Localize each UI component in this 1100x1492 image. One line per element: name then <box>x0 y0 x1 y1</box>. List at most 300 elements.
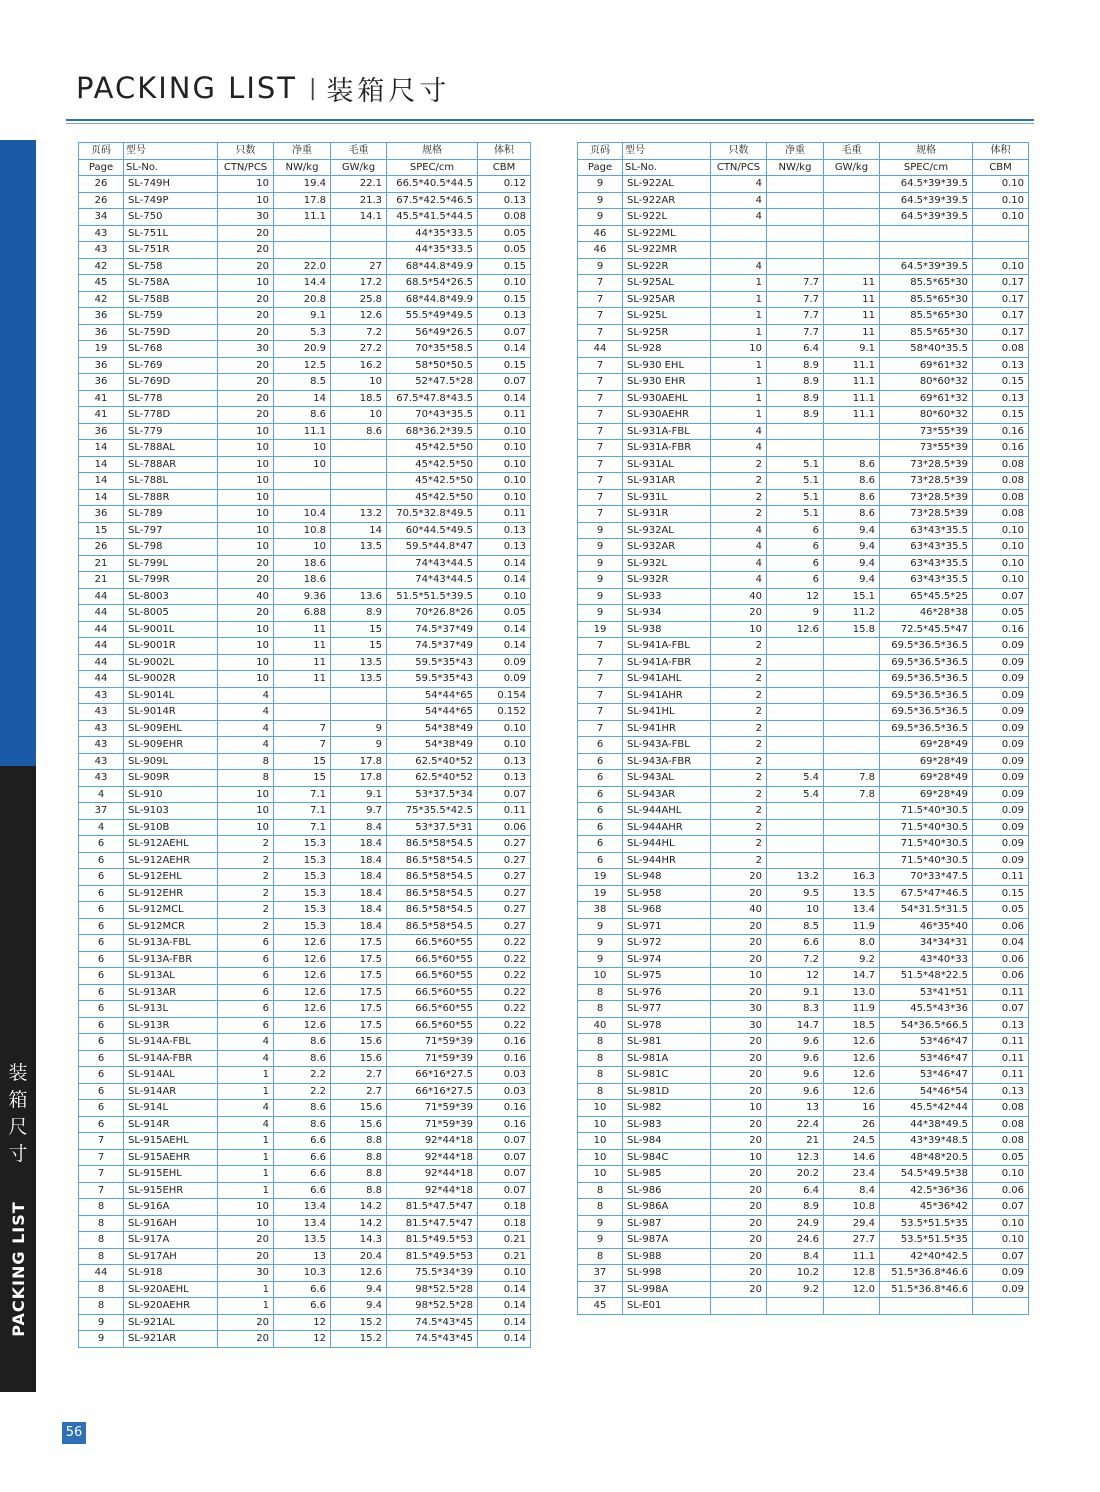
cbm-cell: 0.10 <box>973 572 1029 589</box>
model-cell: SL-931R <box>623 506 711 523</box>
model-cell: SL-910B <box>124 819 218 836</box>
page-number: 56 <box>62 1422 86 1444</box>
nw-cell: 15.3 <box>274 836 331 853</box>
page-cell: 8 <box>578 1199 623 1216</box>
spec-cell: 53.5*51.5*35 <box>880 1232 973 1249</box>
table-row <box>79 605 531 622</box>
ctn-cell: 4 <box>218 1116 274 1133</box>
cbm-cell: 0.13 <box>973 390 1029 407</box>
table-row <box>578 1034 1029 1051</box>
gw-cell <box>331 555 387 572</box>
gw-cell: 8.4 <box>331 819 387 836</box>
page-cell: 34 <box>79 209 124 226</box>
ctn-cell: 2 <box>711 638 767 655</box>
spec-cell: 44*35*33.5 <box>387 225 478 242</box>
ctn-cell: 2 <box>711 836 767 853</box>
cbm-cell: 0.09 <box>973 803 1029 820</box>
nw-cell: 5.4 <box>767 770 824 787</box>
ctn-cell: 30 <box>218 341 274 358</box>
model-cell: SL-972 <box>623 935 711 952</box>
page-cell: 43 <box>79 737 124 754</box>
table-row <box>79 902 531 919</box>
table-row <box>578 1067 1029 1084</box>
nw-cell <box>767 1298 824 1315</box>
page-cell: 10 <box>578 968 623 985</box>
ctn-cell: 4 <box>711 555 767 572</box>
model-cell: SL-916AH <box>124 1215 218 1232</box>
column-header: SL-No. <box>623 159 711 176</box>
gw-cell <box>824 654 880 671</box>
table-row <box>578 522 1029 539</box>
model-cell: SL-913L <box>124 1001 218 1018</box>
gw-cell <box>331 572 387 589</box>
page-cell: 8 <box>578 1001 623 1018</box>
ctn-cell: 2 <box>711 704 767 721</box>
page-cell: 6 <box>578 786 623 803</box>
model-cell: SL-915EHL <box>124 1166 218 1183</box>
cbm-cell: 0.14 <box>478 1298 531 1315</box>
gw-cell <box>824 852 880 869</box>
gw-cell: 12.6 <box>331 1265 387 1282</box>
page-cell: 6 <box>79 852 124 869</box>
gw-cell: 27.7 <box>824 1232 880 1249</box>
page-cell: 6 <box>79 836 124 853</box>
model-cell: SL-925R <box>623 324 711 341</box>
table-row <box>79 341 531 358</box>
nw-cell: 9.6 <box>767 1083 824 1100</box>
ctn-cell: 20 <box>711 1133 767 1150</box>
nw-cell: 17.8 <box>274 192 331 209</box>
cbm-cell <box>973 1298 1029 1315</box>
ctn-cell: 1 <box>218 1133 274 1150</box>
nw-cell: 11 <box>274 638 331 655</box>
gw-cell: 8.4 <box>824 1182 880 1199</box>
table-row <box>578 176 1029 193</box>
ctn-cell: 2 <box>218 836 274 853</box>
ctn-cell: 10 <box>711 1149 767 1166</box>
spec-cell: 53*37.5*31 <box>387 819 478 836</box>
column-header: CTN/PCS <box>711 159 767 176</box>
table-row <box>578 209 1029 226</box>
nw-cell: 8.6 <box>274 407 331 424</box>
gw-cell: 10.8 <box>824 1199 880 1216</box>
model-cell: SL-978 <box>623 1017 711 1034</box>
model-cell: SL-977 <box>623 1001 711 1018</box>
table-row <box>578 456 1029 473</box>
ctn-cell: 1 <box>711 374 767 391</box>
cbm-cell: 0.06 <box>973 1182 1029 1199</box>
table-row <box>79 786 531 803</box>
page-cell: 7 <box>79 1133 124 1150</box>
spec-cell: 54*46*54 <box>880 1083 973 1100</box>
page-cell: 9 <box>578 1232 623 1249</box>
model-cell: SL-931AR <box>623 473 711 490</box>
gw-cell: 2.7 <box>331 1067 387 1084</box>
table-row <box>79 720 531 737</box>
cbm-cell: 0.08 <box>973 473 1029 490</box>
nw-cell: 5.1 <box>767 506 824 523</box>
page-cell: 10 <box>578 1149 623 1166</box>
model-cell: SL-914AR <box>124 1083 218 1100</box>
table-row <box>79 1265 531 1282</box>
cbm-cell: 0.09 <box>973 836 1029 853</box>
spec-cell: 75*35.5*42.5 <box>387 803 478 820</box>
gw-cell: 29.4 <box>824 1215 880 1232</box>
gw-cell: 21.3 <box>331 192 387 209</box>
ctn-cell: 20 <box>218 572 274 589</box>
cbm-cell: 0.16 <box>478 1050 531 1067</box>
table-row <box>578 885 1029 902</box>
nw-cell: 13.4 <box>274 1215 331 1232</box>
column-header: GW/kg <box>824 159 880 176</box>
ctn-cell: 1 <box>711 357 767 374</box>
table-row <box>79 275 531 292</box>
model-cell: SL-758A <box>124 275 218 292</box>
page-cell: 6 <box>79 1017 124 1034</box>
nw-cell: 15.3 <box>274 852 331 869</box>
gw-cell: 11.9 <box>824 1001 880 1018</box>
ctn-cell: 4 <box>711 423 767 440</box>
cbm-cell: 0.06 <box>973 951 1029 968</box>
gw-cell: 18.4 <box>331 836 387 853</box>
gw-cell: 12.6 <box>824 1034 880 1051</box>
header-row-en <box>578 159 1029 176</box>
table-row <box>79 1083 531 1100</box>
table-row <box>578 1199 1029 1216</box>
model-cell: SL-934 <box>623 605 711 622</box>
table-row <box>79 638 531 655</box>
model-cell: SL-758B <box>124 291 218 308</box>
column-header: Page <box>79 159 124 176</box>
page-cell: 46 <box>578 242 623 259</box>
spec-cell: 45.5*43*36 <box>880 1001 973 1018</box>
ctn-cell: 20 <box>711 1050 767 1067</box>
gw-cell: 14.2 <box>331 1215 387 1232</box>
model-cell: SL-941A-FBL <box>623 638 711 655</box>
table-row <box>578 291 1029 308</box>
gw-cell: 9.4 <box>824 555 880 572</box>
gw-cell: 8.6 <box>824 489 880 506</box>
ctn-cell: 20 <box>711 605 767 622</box>
table-row <box>578 935 1029 952</box>
page-cell: 6 <box>578 753 623 770</box>
gw-cell: 13.5 <box>331 654 387 671</box>
table-row <box>79 1199 531 1216</box>
model-cell: SL-915AEHR <box>124 1149 218 1166</box>
page-cell: 10 <box>578 1133 623 1150</box>
column-header: 型号 <box>124 143 218 160</box>
cbm-cell: 0.16 <box>478 1034 531 1051</box>
ctn-cell: 10 <box>218 638 274 655</box>
nw-cell: 9.1 <box>767 984 824 1001</box>
model-cell: SL-914R <box>124 1116 218 1133</box>
cbm-cell: 0.07 <box>973 1199 1029 1216</box>
page-cell: 6 <box>79 1100 124 1117</box>
gw-cell <box>331 225 387 242</box>
model-cell: SL-915EHR <box>124 1182 218 1199</box>
ctn-cell: 40 <box>711 588 767 605</box>
cbm-cell: 0.13 <box>973 357 1029 374</box>
cbm-cell: 0.09 <box>478 671 531 688</box>
ctn-cell: 2 <box>711 803 767 820</box>
ctn-cell: 2 <box>711 753 767 770</box>
model-cell: SL-988 <box>623 1248 711 1265</box>
nw-cell <box>767 209 824 226</box>
ctn-cell: 1 <box>711 407 767 424</box>
page-cell: 7 <box>79 1149 124 1166</box>
table-row <box>578 1232 1029 1249</box>
nw-cell: 8.6 <box>274 1034 331 1051</box>
ctn-cell: 1 <box>218 1281 274 1298</box>
gw-cell: 8.6 <box>824 506 880 523</box>
title-separator: | <box>309 75 317 101</box>
spec-cell: 66*16*27.5 <box>387 1067 478 1084</box>
table-row <box>578 423 1029 440</box>
model-cell: SL-987A <box>623 1232 711 1249</box>
header-row-cn <box>79 143 531 160</box>
spec-cell: 62.5*40*52 <box>387 753 478 770</box>
table-row <box>578 1050 1029 1067</box>
cbm-cell: 0.14 <box>478 1314 531 1331</box>
gw-cell: 8.9 <box>331 605 387 622</box>
nw-cell: 2.2 <box>274 1067 331 1084</box>
gw-cell: 24.5 <box>824 1133 880 1150</box>
cbm-cell: 0.22 <box>478 951 531 968</box>
cbm-cell: 0.17 <box>973 275 1029 292</box>
nw-cell: 8.6 <box>274 1116 331 1133</box>
spec-cell <box>880 225 973 242</box>
gw-cell: 15.6 <box>331 1034 387 1051</box>
nw-cell <box>767 720 824 737</box>
page-cell: 10 <box>578 1166 623 1183</box>
table-row <box>578 473 1029 490</box>
nw-cell: 8.9 <box>767 357 824 374</box>
page-cell: 14 <box>79 489 124 506</box>
nw-cell: 22.0 <box>274 258 331 275</box>
page-cell: 42 <box>79 258 124 275</box>
cbm-cell: 0.14 <box>478 341 531 358</box>
gw-cell: 17.5 <box>331 984 387 1001</box>
nw-cell: 15.3 <box>274 869 331 886</box>
spec-cell: 92*44*18 <box>387 1182 478 1199</box>
table-row <box>79 1133 531 1150</box>
model-cell: SL-943A-FBR <box>623 753 711 770</box>
ctn-cell: 2 <box>218 918 274 935</box>
model-cell: SL-788AR <box>124 456 218 473</box>
spec-cell: 80*60*32 <box>880 407 973 424</box>
cbm-cell: 0.07 <box>478 1166 531 1183</box>
model-cell: SL-910 <box>124 786 218 803</box>
column-header: GW/kg <box>331 159 387 176</box>
ctn-cell: 20 <box>711 951 767 968</box>
page-cell: 10 <box>578 1100 623 1117</box>
nw-cell: 8.9 <box>767 374 824 391</box>
ctn-cell: 10 <box>218 440 274 457</box>
gw-cell <box>824 836 880 853</box>
spec-cell: 69*28*49 <box>880 753 973 770</box>
ctn-cell: 4 <box>218 687 274 704</box>
nw-cell: 9.6 <box>767 1050 824 1067</box>
ctn-cell: 6 <box>218 1001 274 1018</box>
table-row <box>578 803 1029 820</box>
table-row <box>79 258 531 275</box>
nw-cell: 20.8 <box>274 291 331 308</box>
gw-cell <box>824 671 880 688</box>
page-cell: 7 <box>578 506 623 523</box>
nw-cell: 10.8 <box>274 522 331 539</box>
gw-cell: 8.8 <box>331 1182 387 1199</box>
nw-cell <box>767 176 824 193</box>
gw-cell: 22.1 <box>331 176 387 193</box>
cbm-cell: 0.13 <box>478 753 531 770</box>
model-cell: SL-985 <box>623 1166 711 1183</box>
model-cell: SL-986A <box>623 1199 711 1216</box>
page-title <box>76 66 450 110</box>
nw-cell: 9.36 <box>274 588 331 605</box>
page-cell: 44 <box>79 588 124 605</box>
gw-cell <box>824 225 880 242</box>
page-cell: 37 <box>578 1265 623 1282</box>
nw-cell: 13.4 <box>274 1199 331 1216</box>
nw-cell <box>767 192 824 209</box>
ctn-cell: 20 <box>711 1166 767 1183</box>
ctn-cell: 2 <box>711 737 767 754</box>
spec-cell: 73*55*39 <box>880 440 973 457</box>
cbm-cell: 0.09 <box>973 770 1029 787</box>
gw-cell: 18.4 <box>331 869 387 886</box>
cbm-cell: 0.11 <box>973 1067 1029 1084</box>
table-row <box>578 654 1029 671</box>
nw-cell: 6.88 <box>274 605 331 622</box>
model-cell: SL-916A <box>124 1199 218 1216</box>
gw-cell: 17.5 <box>331 968 387 985</box>
model-cell: SL-799L <box>124 555 218 572</box>
gw-cell: 11 <box>824 291 880 308</box>
nw-cell: 12.5 <box>274 357 331 374</box>
ctn-cell: 4 <box>711 539 767 556</box>
ctn-cell: 4 <box>218 704 274 721</box>
page-cell: 7 <box>578 489 623 506</box>
model-cell: SL-941HR <box>623 720 711 737</box>
spec-cell: 45*42.5*50 <box>387 440 478 457</box>
cbm-cell: 0.15 <box>973 885 1029 902</box>
gw-cell <box>331 687 387 704</box>
ctn-cell: 20 <box>711 885 767 902</box>
model-cell: SL-998 <box>623 1265 711 1282</box>
ctn-cell: 20 <box>218 1248 274 1265</box>
ctn-cell: 10 <box>218 506 274 523</box>
table-row <box>578 572 1029 589</box>
model-cell: SL-909EHL <box>124 720 218 737</box>
model-cell: SL-914AL <box>124 1067 218 1084</box>
column-header: Page <box>578 159 623 176</box>
ctn-cell: 2 <box>711 770 767 787</box>
spec-cell: 51.5*51.5*39.5 <box>387 588 478 605</box>
page-cell: 7 <box>578 308 623 325</box>
cbm-cell: 0.16 <box>478 1116 531 1133</box>
ctn-cell: 1 <box>218 1166 274 1183</box>
spec-cell: 81.5*49.5*53 <box>387 1232 478 1249</box>
column-header: 只数 <box>218 143 274 160</box>
gw-cell: 15 <box>331 621 387 638</box>
cbm-cell: 0.14 <box>478 572 531 589</box>
nw-cell: 12.6 <box>274 1001 331 1018</box>
cbm-cell: 0.09 <box>973 720 1029 737</box>
model-cell: SL-778D <box>124 407 218 424</box>
ctn-cell: 1 <box>711 324 767 341</box>
spec-cell: 71*59*39 <box>387 1050 478 1067</box>
page-cell: 6 <box>578 836 623 853</box>
ctn-cell: 20 <box>711 1182 767 1199</box>
page-cell: 8 <box>578 1083 623 1100</box>
page-cell: 36 <box>79 506 124 523</box>
model-cell: SL-944HL <box>623 836 711 853</box>
nw-cell: 12.6 <box>274 951 331 968</box>
gw-cell <box>824 704 880 721</box>
spec-cell: 51.5*36.8*46.6 <box>880 1265 973 1282</box>
table-row <box>578 275 1029 292</box>
nw-cell <box>767 638 824 655</box>
spec-cell: 34*34*31 <box>880 935 973 952</box>
spec-cell: 70*26.8*26 <box>387 605 478 622</box>
title-en: PACKING LIST <box>76 71 297 105</box>
page-cell: 37 <box>79 803 124 820</box>
cbm-cell: 0.12 <box>478 176 531 193</box>
gw-cell: 10 <box>331 407 387 424</box>
cbm-cell: 0.11 <box>478 803 531 820</box>
ctn-cell: 4 <box>218 720 274 737</box>
table-row <box>79 1232 531 1249</box>
gw-cell: 12.6 <box>331 308 387 325</box>
spec-cell: 54*31.5*31.5 <box>880 902 973 919</box>
gw-cell: 8.6 <box>331 423 387 440</box>
page-cell: 9 <box>79 1314 124 1331</box>
table-row <box>578 1248 1029 1265</box>
spec-cell: 42*40*42.5 <box>880 1248 973 1265</box>
page-cell: 6 <box>79 1083 124 1100</box>
cbm-cell: 0.09 <box>973 704 1029 721</box>
model-cell: SL-921AL <box>124 1314 218 1331</box>
ctn-cell: 20 <box>218 291 274 308</box>
ctn-cell: 20 <box>218 555 274 572</box>
gw-cell: 9.7 <box>331 803 387 820</box>
model-cell: SL-914L <box>124 1100 218 1117</box>
model-cell: SL-909R <box>124 770 218 787</box>
ctn-cell <box>711 225 767 242</box>
spec-cell: 68.5*54*26.5 <box>387 275 478 292</box>
ctn-cell: 10 <box>218 192 274 209</box>
gw-cell <box>824 687 880 704</box>
page-cell: 43 <box>79 225 124 242</box>
ctn-cell: 20 <box>218 308 274 325</box>
cbm-cell: 0.18 <box>478 1215 531 1232</box>
ctn-cell: 20 <box>218 1314 274 1331</box>
gw-cell: 25.8 <box>331 291 387 308</box>
cbm-cell: 0.10 <box>478 440 531 457</box>
page-cell: 19 <box>578 885 623 902</box>
spec-cell: 60*44.5*49.5 <box>387 522 478 539</box>
gw-cell: 15 <box>331 638 387 655</box>
model-cell: SL-769D <box>124 374 218 391</box>
table-row <box>79 671 531 688</box>
spec-cell: 68*44.8*49.9 <box>387 291 478 308</box>
page-cell: 43 <box>79 687 124 704</box>
page-cell: 6 <box>79 1067 124 1084</box>
ctn-cell: 2 <box>711 720 767 737</box>
model-cell: SL-931A-FBR <box>623 440 711 457</box>
model-cell: SL-922AL <box>623 176 711 193</box>
ctn-cell: 20 <box>218 605 274 622</box>
